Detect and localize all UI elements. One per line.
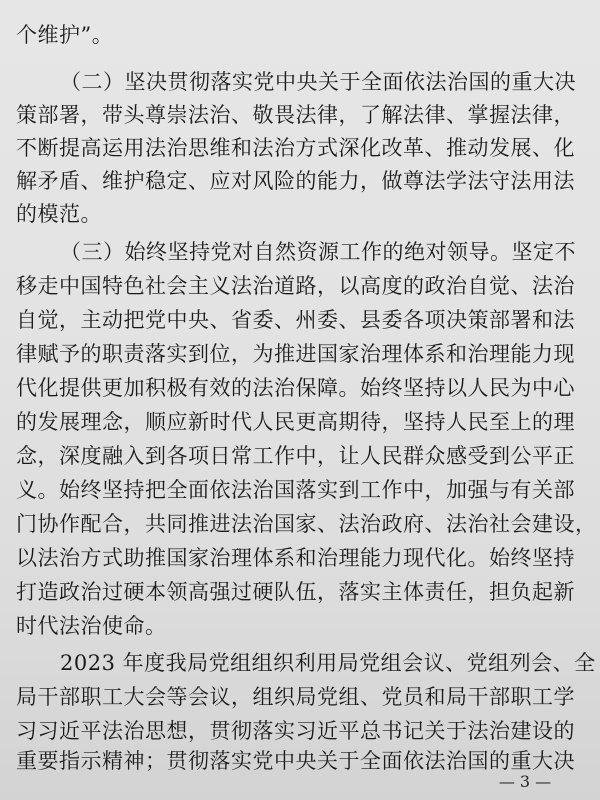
text-line: （三）始终坚持党对自然资源工作的绝对领导。坚定不 bbox=[60, 240, 576, 264]
text-line: 习习近平法治思想，贯彻落实习近平总书记关于法治建设的 bbox=[16, 719, 575, 743]
text-line: 2023 年度我局党组组织利用局党组会议、党组列会、全 bbox=[60, 651, 596, 675]
text-line: 自觉，主动把党中央、省委、州委、县委各项决策部署和法 bbox=[16, 308, 575, 332]
text-line: 代化提供更加积极有效的法治保障。始终坚持以人民为中心 bbox=[16, 376, 575, 400]
text-line: 策部署，带头尊崇法治、敬畏法律，了解法律、掌握法律， bbox=[16, 103, 575, 127]
text-line: 解矛盾、维护稳定、应对风险的能力，做尊法学法守法用法 bbox=[16, 169, 575, 193]
text-line: 不断提高运用法治思维和法治方式深化改革、推动发展、化 bbox=[16, 136, 575, 160]
text-line: 打造政治过硬本领高强过硬队伍，落实主体责任，担负起新 bbox=[16, 580, 575, 604]
text-line: 的发展理念，顺应新时代人民更高期待，坚持人民至上的理 bbox=[16, 410, 575, 434]
text-line: 重要指示精神；贯彻落实党中央关于全面依法治国的重大决 bbox=[16, 749, 575, 773]
text-line: 个维护”。 bbox=[16, 23, 114, 47]
text-line: 局干部职工大会等会议，组织局党组、党员和局干部职工学 bbox=[16, 685, 575, 709]
text-line: 以法治方式助推国家治理体系和治理能力现代化。始终坚持 bbox=[16, 546, 575, 570]
text-line: 律赋予的职责落实到位，为推进国家治理体系和治理能力现 bbox=[16, 342, 575, 366]
text-line: （二）坚决贯彻落实党中央关于全面依法治国的重大决 bbox=[60, 70, 576, 94]
text-line: 移走中国特色社会主义法治道路，以高度的政治自觉、法治 bbox=[16, 274, 575, 298]
text-line: 时代法治使命。 bbox=[16, 614, 167, 638]
text-line: 义。始终坚持把全面依法治国落实到工作中，加强与有关部 bbox=[16, 478, 575, 502]
text-line: 念，深度融入到各项日常工作中，让人民群众感受到公平正 bbox=[16, 444, 575, 468]
text-line: 的模范。 bbox=[16, 202, 102, 226]
text-line: 门协作配合，共同推进法治国家、法治政府、法治社会建设， bbox=[16, 512, 597, 536]
page-number: — 3 — bbox=[498, 772, 552, 791]
